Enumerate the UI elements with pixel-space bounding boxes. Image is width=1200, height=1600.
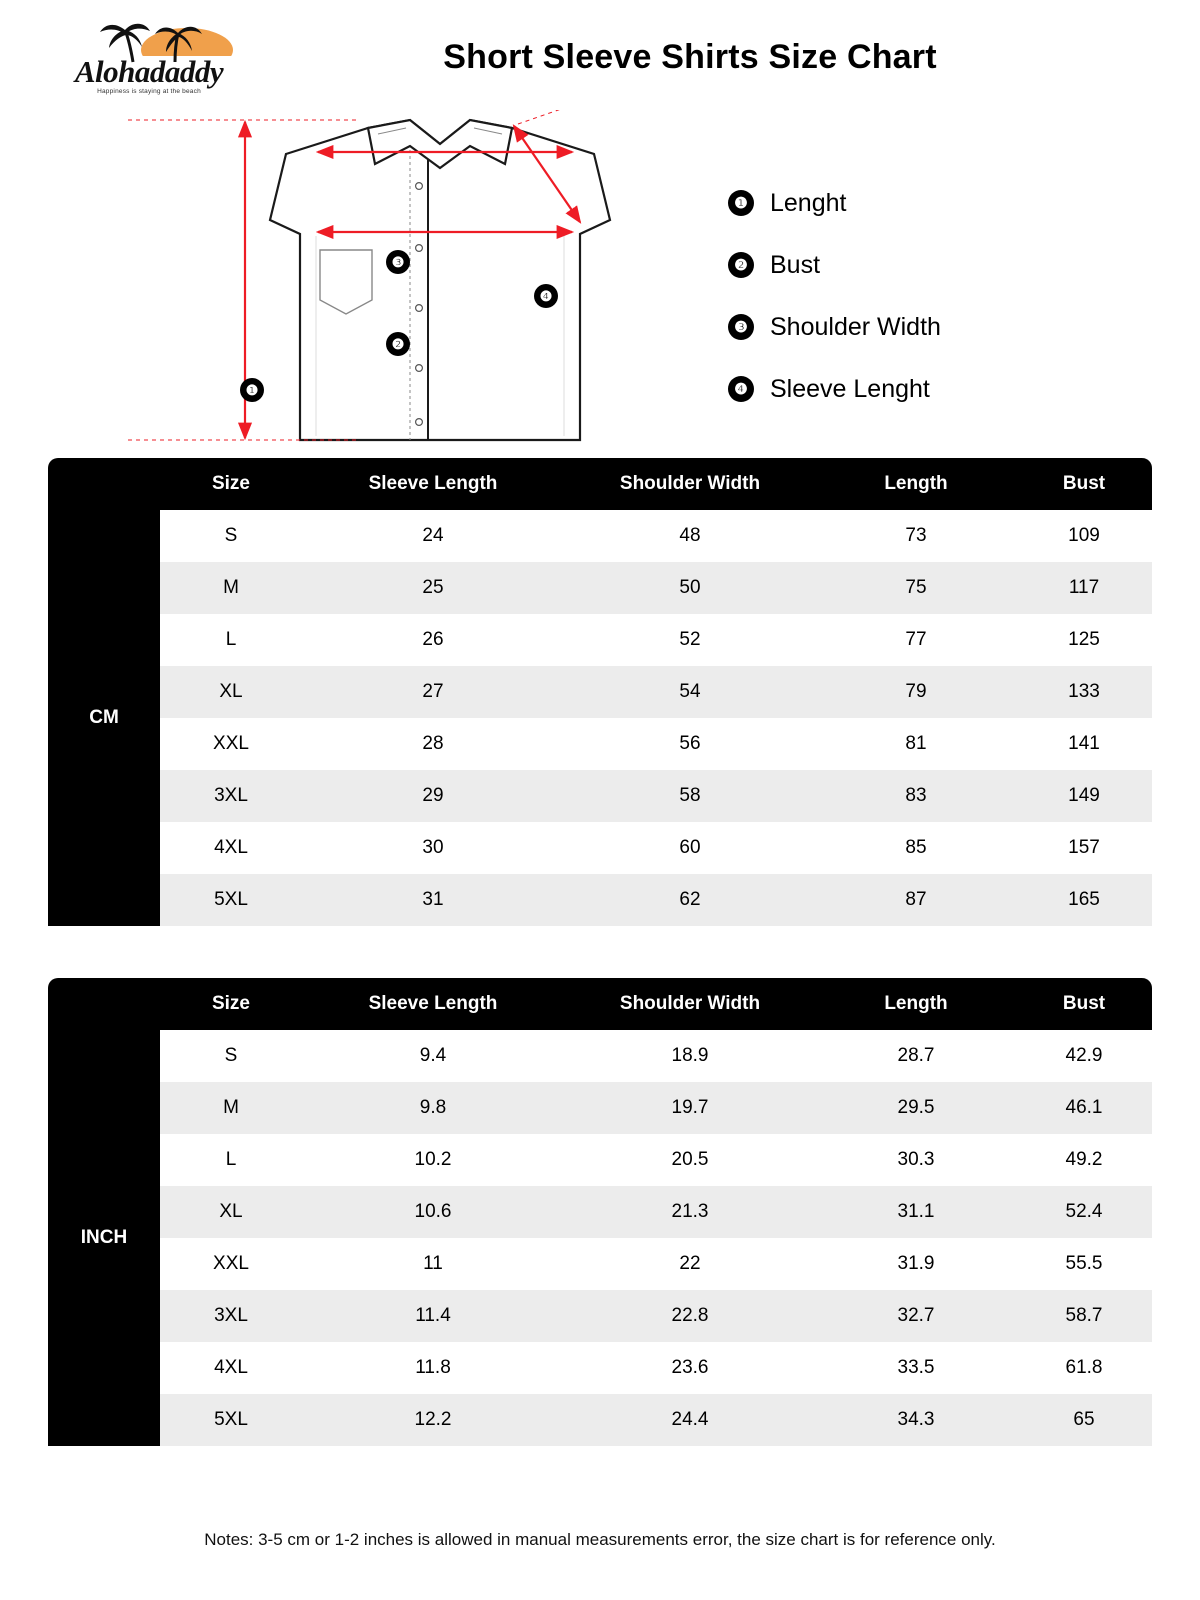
cell-shoulder: 62 — [564, 874, 816, 926]
legend-label-3: Shoulder Width — [770, 312, 941, 341]
cell-bust: 55.5 — [1016, 1238, 1152, 1290]
legend-badge-1: ❶ — [728, 190, 754, 216]
cell-size: 5XL — [160, 874, 302, 926]
cm-table-body — [48, 510, 1152, 926]
cell-sleeve: 9.8 — [302, 1082, 564, 1134]
unit-label-inch: INCH — [48, 1030, 160, 1446]
cell-length: 75 — [816, 562, 1016, 614]
size-table-cm — [48, 458, 1152, 926]
col-size: Size — [160, 458, 302, 510]
cell-bust: 141 — [1016, 718, 1152, 770]
page-title: Short Sleeve Shirts Size Chart — [443, 38, 937, 76]
cell-shoulder: 18.9 — [564, 1030, 816, 1082]
cell-size: 3XL — [160, 1290, 302, 1342]
cell-bust: 46.1 — [1016, 1082, 1152, 1134]
cell-sleeve: 26 — [302, 614, 564, 666]
legend — [728, 172, 941, 420]
cell-length: 73 — [816, 510, 1016, 562]
col-length: Length — [816, 978, 1016, 1030]
cell-bust: 157 — [1016, 822, 1152, 874]
page-header — [0, 0, 1200, 110]
col-sleeve-length: Sleeve Length — [302, 978, 564, 1030]
cell-sleeve: 12.2 — [302, 1394, 564, 1446]
legend-item-length — [728, 172, 941, 234]
cell-length: 29.5 — [816, 1082, 1016, 1134]
cell-size: XXL — [160, 1238, 302, 1290]
cell-sleeve: 28 — [302, 718, 564, 770]
cell-bust: 117 — [1016, 562, 1152, 614]
cell-length: 34.3 — [816, 1394, 1016, 1446]
cell-sleeve: 31 — [302, 874, 564, 926]
legend-label-4: Sleeve Lenght — [770, 374, 930, 403]
cell-sleeve: 11.8 — [302, 1342, 564, 1394]
cell-length: 85 — [816, 822, 1016, 874]
table-row — [48, 770, 1152, 822]
unit-header-cm — [48, 458, 160, 510]
cell-size: L — [160, 614, 302, 666]
cell-length: 30.3 — [816, 1134, 1016, 1186]
legend-item-sleeve-length — [728, 358, 941, 420]
cell-shoulder: 21.3 — [564, 1186, 816, 1238]
col-bust: Bust — [1016, 458, 1152, 510]
cell-bust: 133 — [1016, 666, 1152, 718]
cell-bust: 149 — [1016, 770, 1152, 822]
notes-text: Notes: 3-5 cm or 1-2 inches is allowed in manual measurements error, the size chart is for reference only. — [204, 1530, 996, 1549]
cell-size: L — [160, 1134, 302, 1186]
col-shoulder-width: Shoulder Width — [564, 978, 816, 1030]
table-row — [48, 1342, 1152, 1394]
cell-length: 31.1 — [816, 1186, 1016, 1238]
cell-shoulder: 22.8 — [564, 1290, 816, 1342]
unit-header-inch — [48, 978, 160, 1030]
col-sleeve-length: Sleeve Length — [302, 458, 564, 510]
legend-label-2: Bust — [770, 250, 821, 279]
bust-marker: ❷ — [386, 332, 410, 356]
cell-shoulder: 60 — [564, 822, 816, 874]
cell-sleeve: 10.6 — [302, 1186, 564, 1238]
cell-size: S — [160, 1030, 302, 1082]
legend-item-shoulder-width — [728, 296, 941, 358]
table-row — [48, 666, 1152, 718]
cell-shoulder: 54 — [564, 666, 816, 718]
cell-length: 81 — [816, 718, 1016, 770]
cell-sleeve: 11.4 — [302, 1290, 564, 1342]
cell-shoulder: 20.5 — [564, 1134, 816, 1186]
cell-length: 28.7 — [816, 1030, 1016, 1082]
cell-bust: 58.7 — [1016, 1290, 1152, 1342]
col-length: Length — [816, 458, 1016, 510]
cell-length: 31.9 — [816, 1238, 1016, 1290]
cell-shoulder: 52 — [564, 614, 816, 666]
cell-size: M — [160, 562, 302, 614]
cell-size: 4XL — [160, 1342, 302, 1394]
table-row — [48, 874, 1152, 926]
cell-sleeve: 25 — [302, 562, 564, 614]
cell-length: 79 — [816, 666, 1016, 718]
measurement-diagram — [0, 110, 1200, 450]
cell-length: 77 — [816, 614, 1016, 666]
cell-size: S — [160, 510, 302, 562]
table-header-row — [48, 458, 1152, 510]
cell-bust: 42.9 — [1016, 1030, 1152, 1082]
cell-shoulder: 23.6 — [564, 1342, 816, 1394]
cell-bust: 52.4 — [1016, 1186, 1152, 1238]
cell-shoulder: 22 — [564, 1238, 816, 1290]
cell-length: 87 — [816, 874, 1016, 926]
cell-sleeve: 11 — [302, 1238, 564, 1290]
length-marker: ❶ — [240, 378, 264, 402]
cell-sleeve: 29 — [302, 770, 564, 822]
inch-table-head — [48, 978, 1152, 1030]
cell-bust: 125 — [1016, 614, 1152, 666]
brand-name: Alohadaddy — [74, 54, 224, 89]
cell-sleeve: 9.4 — [302, 1030, 564, 1082]
table-row — [48, 718, 1152, 770]
table-header-row — [48, 978, 1152, 1030]
cell-length: 33.5 — [816, 1342, 1016, 1394]
cell-shoulder: 50 — [564, 562, 816, 614]
legend-item-bust — [728, 234, 941, 296]
brand-logo — [34, 14, 264, 106]
table-row — [48, 1134, 1152, 1186]
legend-badge-3: ❸ — [728, 314, 754, 340]
table-row — [48, 1082, 1152, 1134]
legend-badge-4: ❹ — [728, 376, 754, 402]
table-row — [48, 1394, 1152, 1446]
cell-size: XXL — [160, 718, 302, 770]
cell-size: M — [160, 1082, 302, 1134]
cell-size: XL — [160, 666, 302, 718]
cell-shoulder: 19.7 — [564, 1082, 816, 1134]
unit-label-cm: CM — [48, 510, 160, 926]
cell-bust: 109 — [1016, 510, 1152, 562]
inch-table-wrap — [48, 978, 1152, 1446]
col-shoulder-width: Shoulder Width — [564, 458, 816, 510]
table-row — [48, 1030, 1152, 1082]
col-size: Size — [160, 978, 302, 1030]
cell-shoulder: 56 — [564, 718, 816, 770]
legend-label-1: Lenght — [770, 188, 847, 217]
table-row — [48, 614, 1152, 666]
shirt-diagram-svg — [110, 110, 810, 450]
cell-sleeve: 10.2 — [302, 1134, 564, 1186]
cell-bust: 165 — [1016, 874, 1152, 926]
cell-shoulder: 58 — [564, 770, 816, 822]
shoulder-width-marker: ❸ — [386, 250, 410, 274]
cell-bust: 65 — [1016, 1394, 1152, 1446]
table-row — [48, 1186, 1152, 1238]
table-row — [48, 510, 1152, 562]
brand-tagline: Happiness is staying at the beach — [97, 88, 201, 95]
cell-sleeve: 30 — [302, 822, 564, 874]
table-row — [48, 1238, 1152, 1290]
cell-bust: 49.2 — [1016, 1134, 1152, 1186]
inch-table-body — [48, 1030, 1152, 1446]
table-row — [48, 822, 1152, 874]
cell-size: XL — [160, 1186, 302, 1238]
cm-table-wrap — [48, 458, 1152, 926]
cm-table-head — [48, 458, 1152, 510]
table-row — [48, 562, 1152, 614]
cell-size: 4XL — [160, 822, 302, 874]
cell-sleeve: 27 — [302, 666, 564, 718]
cell-shoulder: 24.4 — [564, 1394, 816, 1446]
cell-bust: 61.8 — [1016, 1342, 1152, 1394]
cell-length: 83 — [816, 770, 1016, 822]
sleeve-length-marker: ❹ — [534, 284, 558, 308]
cell-sleeve: 24 — [302, 510, 564, 562]
cell-size: 3XL — [160, 770, 302, 822]
cell-size: 5XL — [160, 1394, 302, 1446]
table-row — [48, 1290, 1152, 1342]
cell-length: 32.7 — [816, 1290, 1016, 1342]
cell-shoulder: 48 — [564, 510, 816, 562]
col-bust: Bust — [1016, 978, 1152, 1030]
legend-badge-2: ❷ — [728, 252, 754, 278]
size-table-inch — [48, 978, 1152, 1446]
